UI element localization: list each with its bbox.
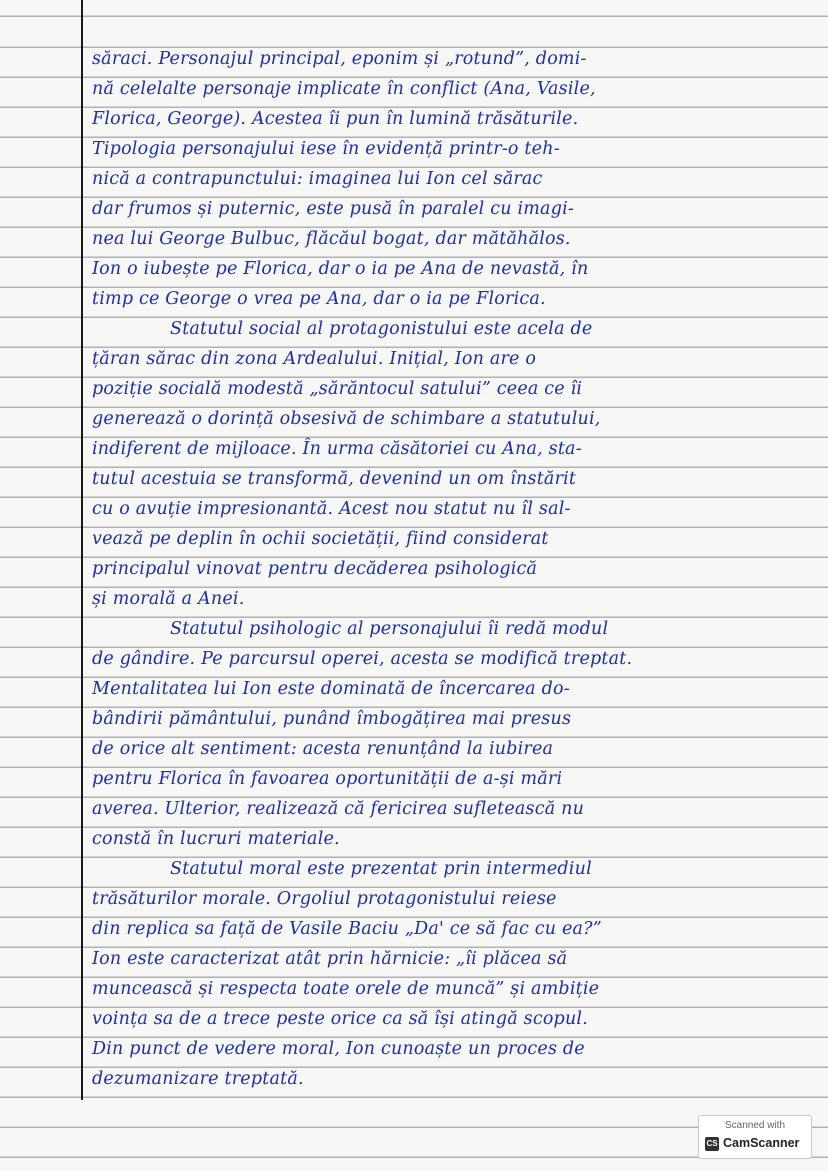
text-line: muncească și respecta toate orele de muncă” și ambiție — [92, 979, 600, 999]
margin-line — [81, 0, 83, 1100]
text-line: constă în lucruri materiale. — [92, 829, 340, 849]
text-line: nea lui George Bulbuc, flăcăul bogat, dar mătăhălos. — [92, 229, 571, 249]
text-line: indiferent de mijloace. În urma căsătoriei cu Ana, sta- — [92, 439, 582, 459]
text-line: țăran sărac din zona Ardealului. Inițial, Ion are o — [92, 349, 537, 369]
paragraph-start-line: Statutul social al protagonistului este acela de — [170, 319, 593, 339]
text-line: Ion o iubește pe Florica, dar o ia pe Ana de nevastă, în — [92, 259, 589, 279]
text-line: Din punct de vedere moral, Ion cunoaște un proces de — [92, 1039, 585, 1059]
text-line: nă celelalte personaje implicate în conflict (Ana, Vasile, — [92, 79, 596, 99]
text-line: poziție socială modestă „sărăntocul satului” ceea ce îi — [92, 379, 583, 399]
text-line: nică a contrapunctului: imaginea lui Ion cel sărac — [92, 169, 543, 189]
text-line: tutul acestuia se transformă, devenind un om înstărit — [92, 469, 577, 489]
watermark-brand: CamScanner — [723, 1136, 800, 1150]
paragraph-start-line: Statutul psihologic al personajului îi redă modul — [170, 619, 609, 639]
text-line: timp ce George o vrea pe Ana, dar o ia pe Florica. — [92, 289, 546, 309]
text-line: săraci. Personajul principal, eponim și „rotund”, domi- — [92, 49, 587, 69]
paragraph-start-line: Statutul moral este prezentat prin intermediul — [170, 859, 592, 879]
text-line: vează pe deplin în ochii societății, fiind considerat — [92, 529, 549, 549]
text-line: generează o dorință obsesivă de schimbare a statutului, — [92, 409, 601, 429]
text-line: cu o avuție impresionantă. Acest nou statut nu îl sal- — [92, 499, 571, 519]
camscanner-logo-icon: CS — [705, 1137, 719, 1151]
text-line: Florica, George). Acestea îi pun în lumină trăsăturile. — [92, 109, 579, 129]
handwritten-text — [92, 44, 804, 1094]
text-line: dar frumos și puternic, este pusă în paralel cu imagi- — [92, 199, 575, 219]
text-line: de gândire. Pe parcursul operei, acesta se modifică treptat. — [92, 649, 633, 669]
text-line: Ion este caracterizat atât prin hărnicie: „îi plăcea să — [92, 949, 568, 969]
text-line: și morală a Anei. — [92, 589, 245, 609]
text-line: Tipologia personajului iese în evidență printr-o teh- — [92, 139, 560, 159]
text-line: principalul vinovat pentru decăderea psihologică — [92, 559, 538, 579]
text-line: Mentalitatea lui Ion este dominată de încercarea do- — [92, 679, 570, 699]
text-line: de orice alt sentiment: acesta renunțând la iubirea — [92, 739, 554, 759]
text-line: averea. Ulterior, realizează că fericirea sufletească nu — [92, 799, 585, 819]
text-line: pentru Florica în favoarea oportunității de a-și mări — [92, 769, 563, 789]
watermark-caption: Scanned with — [724, 1120, 786, 1131]
text-line: voința sa de a trece peste orice ca să își atingă scopul. — [92, 1009, 588, 1029]
text-line: dezumanizare treptată. — [92, 1069, 304, 1089]
camscanner-watermark — [698, 1115, 812, 1159]
text-line: trăsăturilor morale. Orgoliul protagonistului reiese — [92, 889, 557, 909]
text-line: bândirii pământului, punând îmbogățirea mai presus — [92, 709, 572, 729]
text-line: din replica sa față de Vasile Baciu „Da' ce să fac cu ea?” — [92, 919, 602, 939]
